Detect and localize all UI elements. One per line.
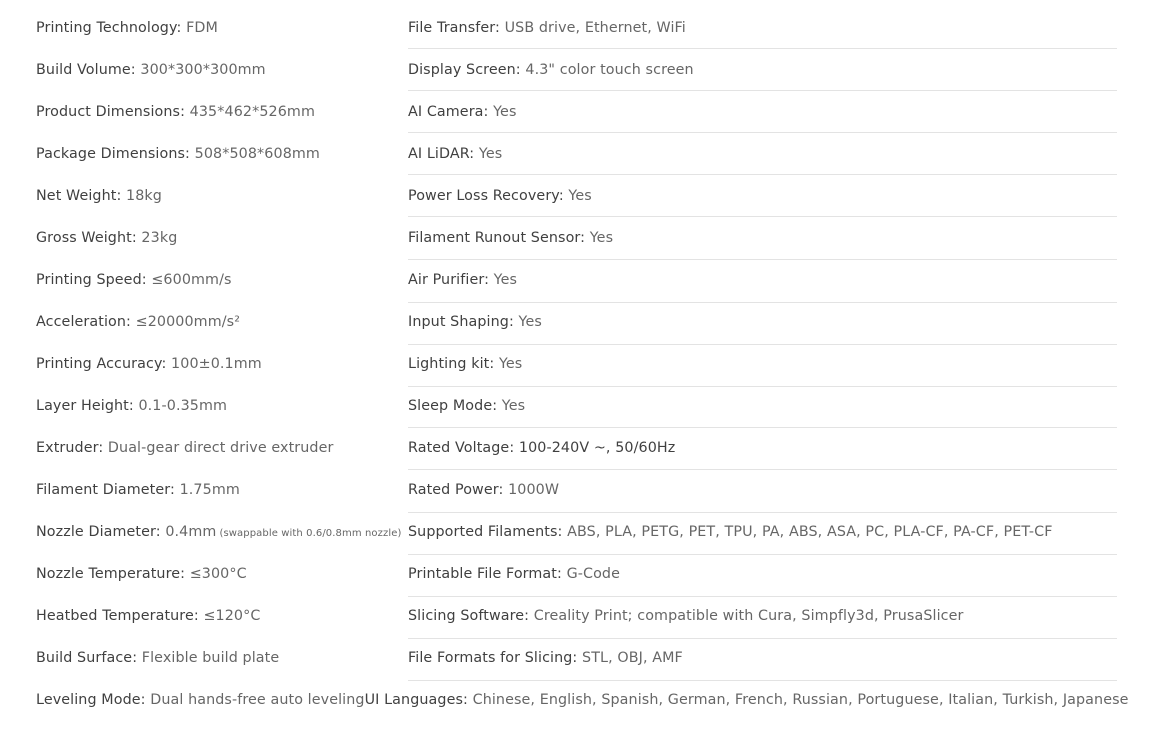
spec-value: Yes — [568, 188, 592, 204]
spec-label: Acceleration: — [36, 314, 131, 330]
spec-row — [36, 7, 1117, 49]
spec-cell-left — [36, 146, 408, 162]
spec-row — [36, 133, 1117, 175]
spec-value: 18kg — [126, 188, 162, 204]
spec-row — [36, 511, 1117, 553]
spec-label: Nozzle Temperature: — [36, 566, 186, 582]
spec-cell-left — [36, 692, 365, 708]
spec-value: Chinese, English, Spanish, German, French, Russian, Portuguese, Italian, Turkish, Japanese — [472, 692, 1129, 708]
spec-value: Dual hands-free auto leveling — [150, 692, 365, 708]
spec-cell-right — [408, 398, 1117, 414]
spec-label: Nozzle Diameter: — [36, 524, 161, 540]
spec-cell-right — [408, 314, 1117, 330]
spec-label: Printing Speed: — [36, 272, 147, 288]
spec-label: Air Purifier: — [408, 272, 490, 288]
spec-cell-left — [36, 566, 408, 582]
spec-cell-left — [36, 230, 408, 246]
spec-value: ≤120°C — [203, 608, 261, 624]
spec-label: Lighting kit: — [408, 356, 495, 372]
spec-label: Rated Voltage: 100-240V ~, 50/60Hz — [408, 440, 676, 456]
spec-row — [36, 553, 1117, 595]
spec-cell-left — [36, 272, 408, 288]
spec-value: Yes — [493, 272, 518, 288]
spec-value: ≤300°C — [189, 566, 247, 582]
row-divider — [408, 554, 1117, 555]
row-divider — [408, 469, 1117, 470]
spec-label: Leveling Mode: — [36, 692, 146, 708]
spec-cell-left — [36, 20, 408, 36]
spec-row — [36, 259, 1117, 301]
spec-note: (swappable with 0.6/0.8mm nozzle) — [219, 528, 402, 539]
spec-value: ≤600mm/s — [151, 272, 232, 288]
spec-value: USB drive, Ethernet, WiFi — [504, 20, 686, 36]
spec-cell-left — [36, 188, 408, 204]
spec-cell-left — [36, 440, 408, 456]
spec-row — [36, 91, 1117, 133]
row-divider — [408, 596, 1117, 597]
spec-label: Printing Accuracy: — [36, 356, 167, 372]
spec-label: Package Dimensions: — [36, 146, 190, 162]
spec-value: 0.4mm — [165, 524, 217, 540]
spec-label: File Formats for Slicing: — [408, 650, 578, 666]
spec-row — [36, 427, 1117, 469]
spec-value: 100±0.1mm — [171, 356, 262, 372]
spec-cell-right — [408, 440, 1117, 456]
row-divider — [408, 174, 1117, 175]
spec-cell-left — [36, 524, 408, 540]
spec-row — [36, 343, 1117, 385]
row-divider — [408, 259, 1117, 260]
spec-cell-left — [36, 314, 408, 330]
spec-row — [36, 385, 1117, 427]
spec-value: STL, OBJ, AMF — [582, 650, 683, 666]
row-divider — [408, 132, 1117, 133]
spec-label: File Transfer: — [408, 20, 500, 36]
spec-label: Layer Height: — [36, 398, 134, 414]
spec-row — [36, 301, 1117, 343]
spec-row — [36, 49, 1117, 91]
spec-value: 508*508*608mm — [194, 146, 320, 162]
spec-label: Net Weight: — [36, 188, 122, 204]
spec-value: ABS, PLA, PETG, PET, TPU, PA, ABS, ASA, PC, PLA-CF, PA-CF, PET-CF — [567, 524, 1053, 540]
spec-cell-right — [408, 20, 1117, 36]
spec-value: 1.75mm — [179, 482, 240, 498]
spec-cell-right — [408, 104, 1117, 120]
spec-cell-right — [408, 356, 1117, 372]
spec-table — [36, 7, 1129, 721]
spec-value: G-Code — [566, 566, 621, 582]
spec-label: Heatbed Temperature: — [36, 608, 199, 624]
spec-label: Printing Technology: — [36, 20, 182, 36]
spec-label: Sleep Mode: — [408, 398, 498, 414]
spec-value: Dual-gear direct drive extruder — [107, 440, 334, 456]
spec-cell-right — [408, 146, 1117, 162]
spec-value: Yes — [501, 398, 526, 414]
spec-value: 4.3" color touch screen — [525, 62, 694, 78]
spec-value: Yes — [498, 356, 523, 372]
spec-label: Power Loss Recovery: — [408, 188, 564, 204]
spec-cell-left — [36, 482, 408, 498]
spec-value: 1000W — [508, 482, 560, 498]
spec-cell-left — [36, 650, 408, 666]
spec-cell-right — [408, 650, 1117, 666]
spec-label: Filament Runout Sensor: — [408, 230, 586, 246]
spec-label: Supported Filaments: — [408, 524, 563, 540]
spec-label: Slicing Software: — [408, 608, 530, 624]
spec-cell-right — [408, 566, 1117, 582]
row-divider — [408, 427, 1117, 428]
spec-cell-left — [36, 62, 408, 78]
spec-value: Flexible build plate — [141, 650, 280, 666]
spec-value: Yes — [493, 104, 517, 120]
row-divider — [408, 48, 1117, 49]
spec-cell-right — [408, 230, 1117, 246]
spec-cell-right — [408, 188, 1117, 204]
spec-cell-right — [408, 482, 1117, 498]
spec-cell-left — [36, 104, 408, 120]
spec-label: AI Camera: — [408, 104, 489, 120]
row-divider — [408, 344, 1117, 345]
spec-value: 300*300*300mm — [140, 62, 266, 78]
spec-label: Build Volume: — [36, 62, 136, 78]
spec-cell-right — [408, 272, 1117, 288]
spec-label: Build Surface: — [36, 650, 138, 666]
spec-label: Rated Power: — [408, 482, 504, 498]
spec-label: Filament Diameter: — [36, 482, 175, 498]
spec-row — [36, 217, 1117, 259]
spec-value: 435*462*526mm — [189, 104, 315, 120]
row-divider — [408, 90, 1117, 91]
spec-row — [36, 595, 1117, 637]
spec-label: Input Shaping: — [408, 314, 514, 330]
spec-value: 23kg — [141, 230, 178, 246]
row-divider — [408, 302, 1117, 303]
row-divider — [408, 216, 1117, 217]
spec-value: Yes — [589, 230, 614, 246]
spec-label: UI Languages: — [364, 692, 468, 708]
spec-row — [36, 469, 1117, 511]
spec-value: FDM — [186, 20, 218, 36]
row-divider — [408, 638, 1117, 639]
spec-cell-right — [408, 608, 1117, 624]
spec-cell-left — [36, 398, 408, 414]
spec-cell-right — [365, 692, 1129, 708]
spec-row — [36, 679, 1129, 721]
row-divider — [408, 386, 1117, 387]
spec-value: 0.1-0.35mm — [138, 398, 228, 414]
spec-cell-left — [36, 356, 408, 372]
spec-label: AI LiDAR: — [408, 146, 475, 162]
spec-cell-right — [408, 62, 1117, 78]
spec-value: ≤20000mm/s² — [135, 314, 241, 330]
spec-cell-left — [36, 608, 408, 624]
spec-label: Printable File Format: — [408, 566, 562, 582]
row-divider — [408, 512, 1117, 513]
spec-cell-right — [408, 524, 1117, 540]
spec-row — [36, 175, 1117, 217]
spec-row — [36, 637, 1117, 679]
spec-value: Yes — [478, 146, 503, 162]
row-divider — [408, 680, 1117, 681]
spec-value: Creality Print; compatible with Cura, Simpfly3d, PrusaSlicer — [533, 608, 964, 624]
spec-value: Yes — [518, 314, 542, 330]
spec-label: Extruder: — [36, 440, 104, 456]
spec-label: Product Dimensions: — [36, 104, 185, 120]
spec-label: Gross Weight: — [36, 230, 137, 246]
spec-label: Display Screen: — [408, 62, 521, 78]
